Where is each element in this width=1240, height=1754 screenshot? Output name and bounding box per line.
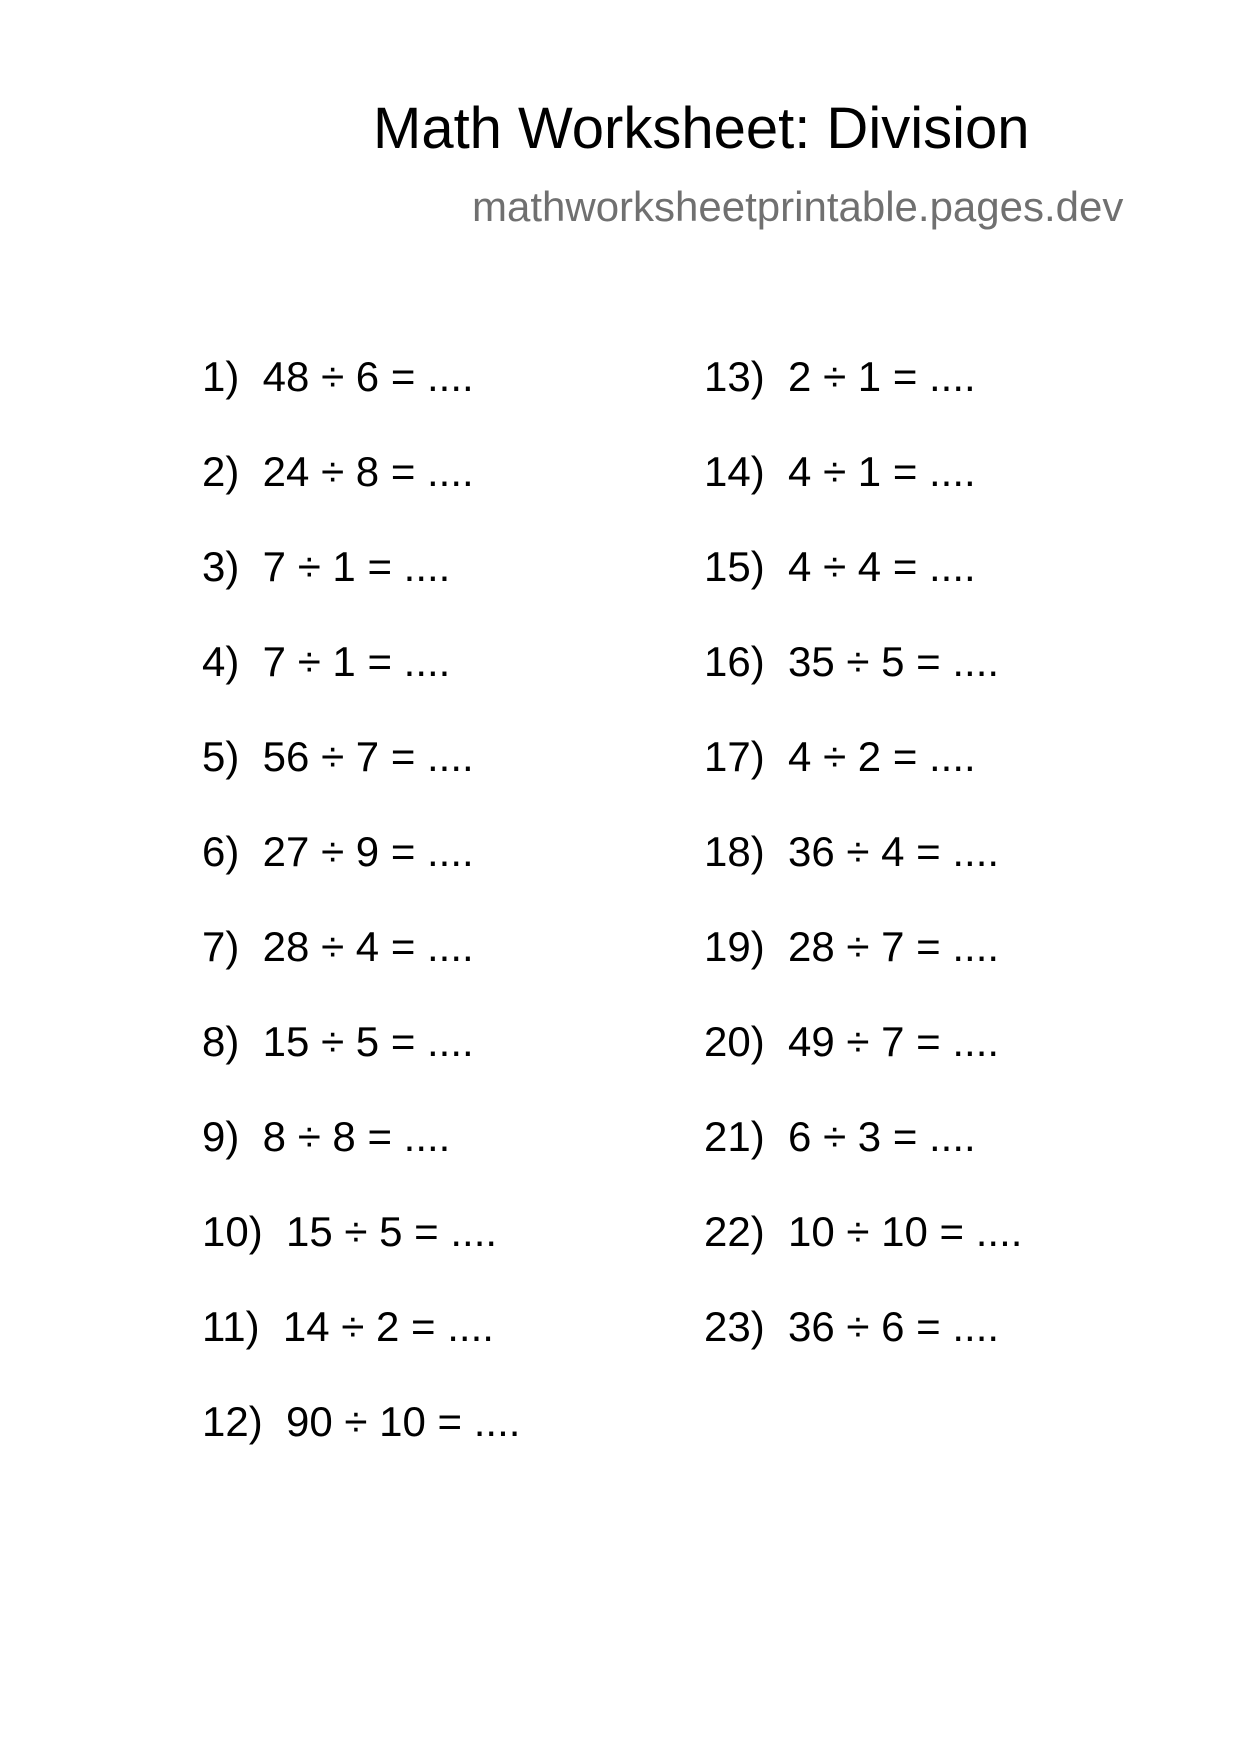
problem-item: 3) 7 ÷ 1 = .... <box>202 543 451 590</box>
problem-item: 17) 4 ÷ 2 = .... <box>704 733 976 780</box>
problem-item: 16) 35 ÷ 5 = .... <box>704 638 1000 685</box>
problem-item: 20) 49 ÷ 7 = .... <box>704 1018 1000 1065</box>
problem-item: 12) 90 ÷ 10 = .... <box>202 1398 521 1445</box>
problem-column-left <box>202 353 521 1496</box>
problem-item: 6) 27 ÷ 9 = .... <box>202 828 474 875</box>
problem-item: 4) 7 ÷ 1 = .... <box>202 638 451 685</box>
problem-item: 23) 36 ÷ 6 = .... <box>704 1303 1000 1350</box>
problem-item: 15) 4 ÷ 4 = .... <box>704 543 976 590</box>
problem-item: 1) 48 ÷ 6 = .... <box>202 353 474 400</box>
problem-item: 22) 10 ÷ 10 = .... <box>704 1208 1023 1255</box>
problem-item: 10) 15 ÷ 5 = .... <box>202 1208 498 1255</box>
page-title: Math Worksheet: Division <box>373 96 1030 161</box>
problem-item: 9) 8 ÷ 8 = .... <box>202 1113 451 1160</box>
problem-item: 18) 36 ÷ 4 = .... <box>704 828 1000 875</box>
website-url: mathworksheetprintable.pages.dev <box>472 183 1124 230</box>
problem-item: 21) 6 ÷ 3 = .... <box>704 1113 976 1160</box>
problem-item: 11) 14 ÷ 2 = .... <box>202 1303 494 1350</box>
problem-item: 8) 15 ÷ 5 = .... <box>202 1018 474 1065</box>
problem-column-right <box>704 353 1023 1401</box>
problem-item: 14) 4 ÷ 1 = .... <box>704 448 976 495</box>
problem-item: 2) 24 ÷ 8 = .... <box>202 448 474 495</box>
problem-item: 7) 28 ÷ 4 = .... <box>202 923 474 970</box>
problem-item: 19) 28 ÷ 7 = .... <box>704 923 1000 970</box>
problem-item: 13) 2 ÷ 1 = .... <box>704 353 976 400</box>
problem-item: 5) 56 ÷ 7 = .... <box>202 733 474 780</box>
